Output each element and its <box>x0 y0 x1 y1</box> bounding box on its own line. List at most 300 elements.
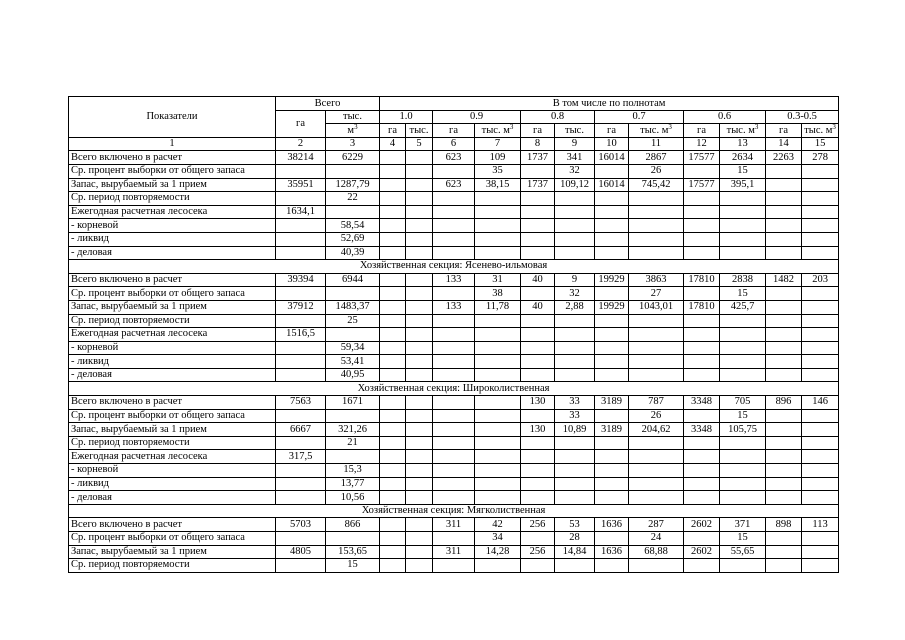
table-cell <box>629 368 684 382</box>
table-cell <box>380 355 406 369</box>
table-cell <box>802 436 839 450</box>
table-cell <box>766 341 802 355</box>
table-cell <box>521 314 555 328</box>
column-number-cell: 6 <box>433 137 475 151</box>
table-cell <box>380 409 406 423</box>
table-cell <box>684 464 720 478</box>
table-cell <box>521 355 555 369</box>
unit-m3-0-3-0-5 <box>802 124 839 138</box>
table-cell <box>802 219 839 233</box>
table-cell <box>720 464 766 478</box>
table-cell <box>555 436 595 450</box>
table-cell <box>720 355 766 369</box>
table-cell: 13,77 <box>326 477 380 491</box>
unit-exp: 3 <box>354 123 358 131</box>
table-cell <box>276 409 326 423</box>
table-cell: 203 <box>802 273 839 287</box>
table-cell <box>380 436 406 450</box>
table-cell <box>521 232 555 246</box>
table-cell: 17810 <box>684 300 720 314</box>
column-number-cell: 14 <box>766 137 802 151</box>
table-cell: 19929 <box>595 273 629 287</box>
table-cell <box>595 436 629 450</box>
section-title: Хозяйственная секция: Мягколиственная <box>69 504 839 518</box>
unit-m: м <box>748 124 755 136</box>
table-cell <box>684 559 720 573</box>
column-number-cell: 9 <box>555 137 595 151</box>
table-cell: 130 <box>521 423 555 437</box>
row-label: Запас, вырубаемый за 1 прием <box>69 178 276 192</box>
row-label: - деловая <box>69 368 276 382</box>
table-cell: 38,15 <box>475 178 521 192</box>
table-cell <box>475 341 521 355</box>
table-cell <box>684 409 720 423</box>
table-cell <box>555 328 595 342</box>
row-label: - ликвид <box>69 477 276 491</box>
indicators-header: Показатели <box>69 97 276 138</box>
table-cell: 3348 <box>684 396 720 410</box>
table-row <box>69 341 839 355</box>
table-cell <box>433 450 475 464</box>
row-label: - деловая <box>69 246 276 260</box>
table-row <box>69 300 839 314</box>
table-cell <box>555 368 595 382</box>
table-cell <box>433 355 475 369</box>
table-cell <box>555 314 595 328</box>
table-cell <box>406 151 433 165</box>
table-cell <box>406 341 433 355</box>
table-cell <box>629 205 684 219</box>
column-number-cell: 2 <box>276 137 326 151</box>
table-cell: 15 <box>326 559 380 573</box>
table-cell <box>276 355 326 369</box>
table-cell <box>406 205 433 219</box>
table-cell <box>406 164 433 178</box>
table-cell <box>380 151 406 165</box>
table-cell: 9 <box>555 273 595 287</box>
table-cell <box>475 477 521 491</box>
table-row <box>69 491 839 505</box>
table-cell: 15,3 <box>326 464 380 478</box>
row-label: - деловая <box>69 491 276 505</box>
table-cell <box>521 205 555 219</box>
table-cell <box>406 545 433 559</box>
table-cell: 6944 <box>326 273 380 287</box>
table-cell <box>720 436 766 450</box>
table-cell <box>720 246 766 260</box>
table-cell <box>406 368 433 382</box>
table-cell <box>406 436 433 450</box>
table-cell: 39394 <box>276 273 326 287</box>
unit-thous: тыс. <box>804 124 824 136</box>
density-header-0-8: 0.8 <box>521 110 595 124</box>
table-cell <box>475 314 521 328</box>
table-cell: 109 <box>475 151 521 165</box>
density-header-0-6: 0.6 <box>684 110 766 124</box>
table-cell <box>629 192 684 206</box>
table-cell: 14,84 <box>555 545 595 559</box>
table-cell <box>433 246 475 260</box>
unit-thous: тыс. <box>565 124 584 136</box>
table-cell <box>595 205 629 219</box>
table-cell: 204,62 <box>629 423 684 437</box>
table-cell <box>380 491 406 505</box>
table-cell <box>595 409 629 423</box>
total-unit-ha: га <box>276 110 326 137</box>
unit-m3-0-7 <box>629 124 684 138</box>
table-cell <box>595 450 629 464</box>
table-cell <box>766 559 802 573</box>
table-cell: 38214 <box>276 151 326 165</box>
column-number-cell: 10 <box>595 137 629 151</box>
table-cell <box>629 314 684 328</box>
table-cell <box>380 205 406 219</box>
table-cell <box>595 328 629 342</box>
table-cell <box>380 219 406 233</box>
column-number-cell: 11 <box>629 137 684 151</box>
table-cell <box>380 532 406 546</box>
table-cell <box>521 532 555 546</box>
table-cell <box>521 341 555 355</box>
density-header-0-3-0-5: 0.3-0.5 <box>766 110 839 124</box>
header-row-1 <box>69 97 839 111</box>
column-number-cell: 3 <box>326 137 380 151</box>
table-cell: 425,7 <box>720 300 766 314</box>
table-cell: 17577 <box>684 178 720 192</box>
table-cell: 15 <box>720 409 766 423</box>
table-cell <box>684 341 720 355</box>
table-cell <box>326 164 380 178</box>
table-cell: 2867 <box>629 151 684 165</box>
table-cell: 105,75 <box>720 423 766 437</box>
table-cell <box>521 436 555 450</box>
table-cell <box>433 164 475 178</box>
unit-exp: 3 <box>754 123 759 131</box>
row-label: Ср. процент выборки от общего запаса <box>69 532 276 546</box>
table-row <box>69 518 839 532</box>
table-cell: 1482 <box>766 273 802 287</box>
table-cell <box>802 300 839 314</box>
unit-m: м <box>347 124 355 136</box>
table-cell <box>629 328 684 342</box>
table-cell <box>475 328 521 342</box>
density-header-1-0: 1.0 <box>380 110 433 124</box>
table-cell <box>380 314 406 328</box>
table-cell: 371 <box>720 518 766 532</box>
table-cell: 19929 <box>595 300 629 314</box>
row-label: Всего включено в расчет <box>69 396 276 410</box>
table-cell <box>720 477 766 491</box>
table-cell <box>406 450 433 464</box>
by-density-header: В том числе по полнотам <box>380 97 839 111</box>
table-cell <box>380 192 406 206</box>
table-cell: 787 <box>629 396 684 410</box>
table-cell <box>595 464 629 478</box>
table-cell: 34 <box>475 532 521 546</box>
table-row <box>69 192 839 206</box>
table-cell: 623 <box>433 178 475 192</box>
table-cell: 16014 <box>595 151 629 165</box>
table-cell <box>380 328 406 342</box>
table-cell <box>521 450 555 464</box>
table-cell: 35951 <box>276 178 326 192</box>
table-cell <box>521 368 555 382</box>
table-cell: 40,39 <box>326 246 380 260</box>
unit-ha-0-9: га <box>433 124 475 138</box>
table-cell: 38 <box>475 287 521 301</box>
table-cell <box>595 232 629 246</box>
table-cell <box>802 205 839 219</box>
table-cell <box>766 450 802 464</box>
table-cell: 2,88 <box>555 300 595 314</box>
table-cell <box>380 164 406 178</box>
table-cell <box>475 355 521 369</box>
table-cell <box>555 559 595 573</box>
table-cell <box>433 396 475 410</box>
table-cell <box>521 491 555 505</box>
table-cell <box>595 314 629 328</box>
table-cell <box>684 450 720 464</box>
table-cell <box>629 477 684 491</box>
table-row <box>69 423 839 437</box>
table-cell: 52,69 <box>326 232 380 246</box>
table-cell <box>802 287 839 301</box>
unit-m3-0-6 <box>720 124 766 138</box>
table-cell: 1483,37 <box>326 300 380 314</box>
row-label: - ликвид <box>69 232 276 246</box>
table-cell <box>629 341 684 355</box>
table-cell <box>475 423 521 437</box>
table-cell <box>380 559 406 573</box>
table-cell <box>433 532 475 546</box>
table-cell <box>521 192 555 206</box>
table-cell <box>380 464 406 478</box>
table-cell: 32 <box>555 287 595 301</box>
table-cell <box>684 232 720 246</box>
unit-m: м <box>503 124 510 136</box>
column-number-cell: 13 <box>720 137 766 151</box>
table-cell <box>326 409 380 423</box>
table-cell <box>595 477 629 491</box>
table-cell <box>380 246 406 260</box>
table-cell <box>276 246 326 260</box>
table-row <box>69 396 839 410</box>
table-cell <box>326 287 380 301</box>
row-label: Всего включено в расчет <box>69 273 276 287</box>
table-cell <box>521 464 555 478</box>
table-cell <box>555 232 595 246</box>
table-cell <box>380 518 406 532</box>
table-cell <box>802 477 839 491</box>
table-cell <box>406 518 433 532</box>
table-row <box>69 545 839 559</box>
table-cell: 1634,1 <box>276 205 326 219</box>
table-cell <box>326 205 380 219</box>
table-cell: 1671 <box>326 396 380 410</box>
table-cell <box>276 532 326 546</box>
table-cell <box>521 246 555 260</box>
table-cell: 68,88 <box>629 545 684 559</box>
table-cell <box>475 368 521 382</box>
table-cell <box>802 368 839 382</box>
table-row <box>69 273 839 287</box>
row-label: Ср. период повторяемости <box>69 314 276 328</box>
table-cell: 3348 <box>684 423 720 437</box>
table-cell <box>629 436 684 450</box>
table-cell: 1287,79 <box>326 178 380 192</box>
table-cell <box>802 450 839 464</box>
table-cell: 33 <box>555 396 595 410</box>
unit-m3-0-9 <box>475 124 521 138</box>
table-cell <box>433 368 475 382</box>
table-cell <box>406 287 433 301</box>
table-cell <box>595 341 629 355</box>
table-row <box>69 436 839 450</box>
table-cell: 15 <box>720 532 766 546</box>
table-cell: 317,5 <box>276 450 326 464</box>
table-cell <box>406 464 433 478</box>
table-cell: 1737 <box>521 151 555 165</box>
table-cell <box>433 328 475 342</box>
table-cell <box>326 450 380 464</box>
table-cell <box>802 355 839 369</box>
table-cell: 11,78 <box>475 300 521 314</box>
table-cell: 705 <box>720 396 766 410</box>
table-cell <box>684 477 720 491</box>
table-cell: 16014 <box>595 178 629 192</box>
table-cell: 26 <box>629 164 684 178</box>
table-cell <box>802 341 839 355</box>
table-cell <box>595 192 629 206</box>
table-cell: 6667 <box>276 423 326 437</box>
total-header: Всего <box>276 97 380 111</box>
table-cell <box>433 423 475 437</box>
unit-thous: тыс. <box>481 124 501 136</box>
table-cell <box>380 178 406 192</box>
table-cell <box>380 232 406 246</box>
row-label: Ср. процент выборки от общего запаса <box>69 409 276 423</box>
table-cell <box>521 328 555 342</box>
table-cell <box>555 219 595 233</box>
table-cell: 58,54 <box>326 219 380 233</box>
table-cell <box>802 178 839 192</box>
row-label: Ср. процент выборки от общего запаса <box>69 164 276 178</box>
table-cell: 623 <box>433 151 475 165</box>
table-cell <box>766 436 802 450</box>
table-cell <box>433 232 475 246</box>
table-cell <box>406 328 433 342</box>
column-number-cell: 5 <box>406 137 433 151</box>
table-cell <box>766 192 802 206</box>
table-cell <box>406 532 433 546</box>
table-cell <box>380 273 406 287</box>
table-cell <box>380 450 406 464</box>
table-row <box>69 368 839 382</box>
table-cell <box>475 559 521 573</box>
row-label: - ликвид <box>69 355 276 369</box>
table-row <box>69 477 839 491</box>
table-cell: 321,26 <box>326 423 380 437</box>
table-cell <box>406 232 433 246</box>
table-cell: 59,34 <box>326 341 380 355</box>
unit-m: м <box>825 124 833 136</box>
table-cell <box>380 545 406 559</box>
table-cell <box>276 368 326 382</box>
column-number-cell: 8 <box>521 137 555 151</box>
table-cell: 1636 <box>595 545 629 559</box>
table-cell <box>720 450 766 464</box>
table-cell <box>326 328 380 342</box>
row-label: Ежегодная расчетная лесосека <box>69 328 276 342</box>
table-cell: 15 <box>720 164 766 178</box>
table-cell <box>475 219 521 233</box>
table-cell: 1737 <box>521 178 555 192</box>
table-cell: 896 <box>766 396 802 410</box>
table-cell <box>720 341 766 355</box>
table-cell <box>406 300 433 314</box>
table-cell: 133 <box>433 300 475 314</box>
table-cell <box>629 491 684 505</box>
row-label: Запас, вырубаемый за 1 прием <box>69 423 276 437</box>
column-number-cell: 7 <box>475 137 521 151</box>
table-row <box>69 450 839 464</box>
table-cell <box>629 450 684 464</box>
table-cell <box>555 355 595 369</box>
table-cell <box>629 232 684 246</box>
table-cell <box>380 300 406 314</box>
table-row <box>69 328 839 342</box>
unit-thous: тыс. <box>409 124 429 136</box>
table-cell: 2602 <box>684 518 720 532</box>
table-cell: 17577 <box>684 151 720 165</box>
table-cell <box>276 491 326 505</box>
table-cell: 2263 <box>766 151 802 165</box>
unit-thous: тыс. <box>726 124 746 136</box>
table-cell <box>595 532 629 546</box>
table-cell <box>433 409 475 423</box>
table-cell <box>276 232 326 246</box>
section-title: Хозяйственная секция: Ясенево-ильмовая <box>69 260 839 274</box>
table-cell <box>555 450 595 464</box>
table-cell: 1636 <box>595 518 629 532</box>
table-cell <box>802 192 839 206</box>
table-cell <box>433 559 475 573</box>
table-cell <box>802 491 839 505</box>
table-cell: 25 <box>326 314 380 328</box>
column-number-row <box>69 137 839 151</box>
table-cell <box>276 287 326 301</box>
table-cell <box>521 477 555 491</box>
table-cell: 42 <box>475 518 521 532</box>
table-row <box>69 219 839 233</box>
unit-exp: 3 <box>509 123 514 131</box>
table-cell <box>720 328 766 342</box>
table-cell: 1043,01 <box>629 300 684 314</box>
table-row <box>69 314 839 328</box>
row-label: Ср. процент выборки от общего запаса <box>69 287 276 301</box>
table-row <box>69 355 839 369</box>
table-cell <box>406 192 433 206</box>
row-label: Всего включено в расчет <box>69 518 276 532</box>
table-cell <box>555 464 595 478</box>
table-cell <box>433 464 475 478</box>
table-cell <box>555 491 595 505</box>
unit-ha-0-8: га <box>521 124 555 138</box>
table-cell <box>276 341 326 355</box>
table-cell <box>326 532 380 546</box>
density-header-0-7: 0.7 <box>595 110 684 124</box>
table-cell: 109,12 <box>555 178 595 192</box>
